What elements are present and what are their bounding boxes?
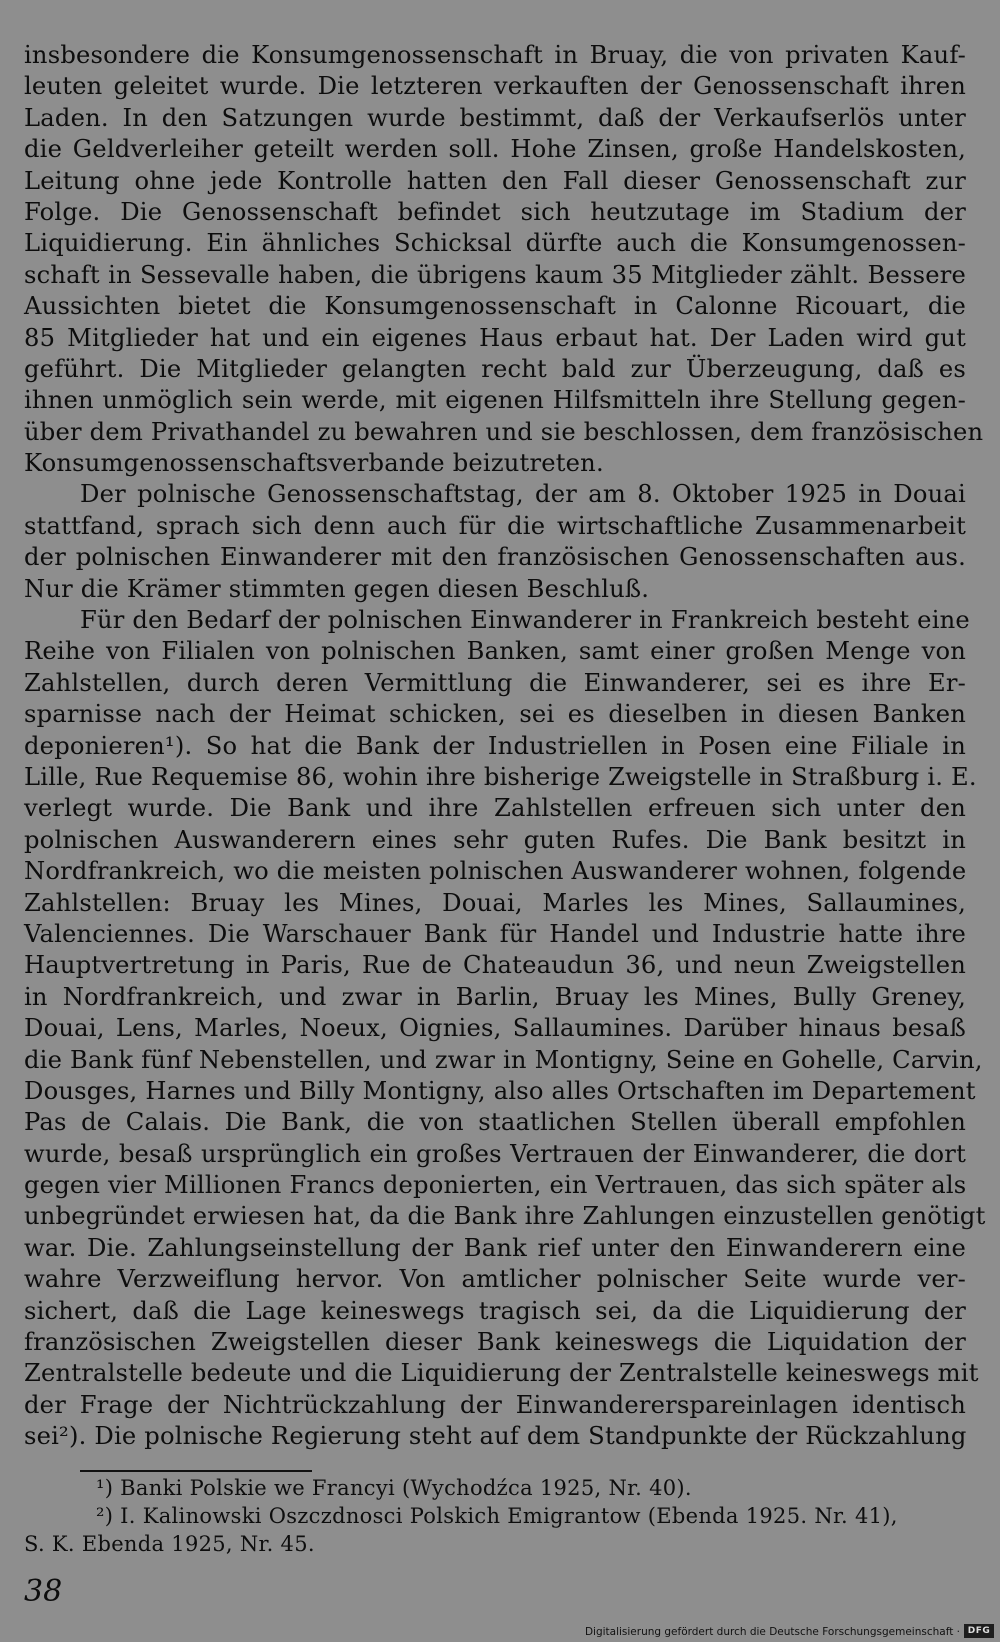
text-line: der Frage der Nichtrückzahlung der Einwandererspareinlagen identisch <box>24 1390 966 1419</box>
text-line: wurde, besaß ursprünglich ein großes Vertrauen der Einwanderer, die dort <box>24 1139 966 1168</box>
text-line: Valenciennes. Die Warschauer Bank für Handel und Industrie hatte ihre <box>24 919 966 948</box>
text-line: stattfand, sprach sich denn auch für die wirtschaftliche Zusammenarbeit <box>24 511 966 540</box>
footnote-2: ²) I. Kalinowski Oszczdnosci Polskich Emigrantow (Ebenda 1925. Nr. 41), <box>96 1504 898 1528</box>
text-line: Liquidierung. Ein ähnliches Schicksal dürfte auch die Konsumgenossen- <box>24 229 966 258</box>
text-line: die Bank fünf Nebenstellen, und zwar in Montigny, Seine en Gohelle, Carvin, <box>24 1045 983 1074</box>
digitization-credit: Digitalisierung gefördert durch die Deutsche Forschungsgemeinschaft · <box>584 1626 960 1638</box>
text-line: Zentralstelle bedeute und die Liquidierung der Zentralstelle keineswegs mit <box>24 1359 979 1388</box>
footnote-2-continuation: S. K. Ebenda 1925, Nr. 45. <box>24 1532 315 1556</box>
text-line: Konsumgenossenschaftsverbande beizutreten. <box>24 449 604 478</box>
text-line: verlegt wurde. Die Bank und ihre Zahlstellen erfreuen sich unter den <box>24 794 966 823</box>
body-text <box>24 40 986 1453</box>
text-line: deponieren¹). So hat die Bank der Industriellen in Posen eine Filiale in <box>24 731 966 760</box>
text-line: Hauptvertretung in Paris, Rue de Chateaudun 36, und neun Zweigstellen <box>24 951 966 980</box>
text-line: über dem Privathandel zu bewahren und sie beschlossen, dem französischen <box>24 417 984 446</box>
text-line: Nur die Krämer stimmten gegen diesen Beschluß. <box>24 574 650 603</box>
dfg-logo: DFG <box>964 1624 994 1638</box>
text-line: Nordfrankreich, wo die meisten polnischen Auswanderer wohnen, folgende <box>24 857 967 886</box>
text-line: sparnisse nach der Heimat schicken, sei es dieselben in diesen Banken <box>24 700 966 729</box>
footnote-1: ¹) Banki Polskie we Francyi (Wychodźca 1925, Nr. 40). <box>96 1476 692 1500</box>
text-line: Reihe von Filialen von polnischen Banken, samt einer großen Menge von <box>24 637 966 666</box>
text-line: Dousges, Harnes und Billy Montigny, also alles Ortschaften im Departement <box>24 1076 976 1105</box>
text-line: Folge. Die Genossenschaft befindet sich heutzutage im Stadium der <box>24 197 966 226</box>
text-line: insbesondere die Konsumgenossenschaft in Bruay, die von privaten Kauf- <box>24 41 966 69</box>
text-line: Pas de Calais. Die Bank, die von staatlichen Stellen überall empfohlen <box>24 1108 966 1137</box>
page-number: 38 <box>24 1574 63 1609</box>
text-line: Laden. In den Satzungen wurde bestimmt, daß der Verkaufserlös unter <box>24 103 966 132</box>
text-line: französischen Zweigstellen dieser Bank keineswegs die Liquidation der <box>24 1328 966 1357</box>
text-line: ihnen unmöglich sein werde, mit eigenen Hilfsmitteln ihre Stellung gegen- <box>24 386 966 415</box>
text-line: geführt. Die Mitglieder gelangten recht bald zur Überzeugung, daß es <box>24 354 966 383</box>
text-line: Der polnische Genossenschaftstag, der am 8. Oktober 1925 in Douai <box>80 480 966 509</box>
text-line: unbegründet erwiesen hat, da die Bank ihre Zahlungen einzustellen genötigt <box>24 1202 986 1231</box>
text-line: Aussichten bietet die Konsumgenossenschaft in Calonne Ricouart, die <box>24 292 966 321</box>
text-line: in Nordfrankreich, und zwar in Barlin, Bruay les Mines, Bully Greney, <box>24 982 966 1011</box>
text-line: Douai, Lens, Marles, Noeux, Oignies, Sallaumines. Darüber hinaus besaß <box>24 1014 966 1043</box>
footnotes <box>24 1474 966 1558</box>
footnote-divider <box>80 1470 312 1472</box>
text-line: Zahlstellen, durch deren Vermittlung die Einwanderer, sei es ihre Er- <box>24 668 966 697</box>
text-line: 85 Mitglieder hat und ein eigenes Haus erbaut hat. Der Laden wird gut <box>24 323 966 352</box>
text-line: der polnischen Einwanderer mit den französischen Genossenschaften aus. <box>24 543 966 572</box>
text-line: gegen vier Millionen Francs deponierten, ein Vertrauen, das sich später als <box>24 1171 967 1200</box>
text-line: sei²). Die polnische Regierung steht auf dem Standpunkte der Rückzahlung <box>24 1422 967 1451</box>
text-line: Zahlstellen: Bruay les Mines, Douai, Marles les Mines, Sallaumines, <box>24 888 966 917</box>
text-line: sichert, daß die Lage keineswegs tragisch sei, da die Liquidierung der <box>24 1296 966 1325</box>
text-line: Lille, Rue Requemise 86, wohin ihre bisherige Zweigstelle in Straßburg i. E. <box>24 762 977 791</box>
text-line: Leitung ohne jede Kontrolle hatten den Fall dieser Genossenschaft zur <box>24 166 966 195</box>
text-line: schaft in Sessevalle haben, die übrigens kaum 35 Mitglieder zählt. Bessere <box>24 260 966 289</box>
text-line: polnischen Auswanderern eines sehr guten Rufes. Die Bank besitzt in <box>24 825 966 854</box>
text-line: war. Die. Zahlungseinstellung der Bank rief unter den Einwanderern eine <box>24 1233 966 1262</box>
text-line: die Geldverleiher geteilt werden soll. Hohe Zinsen, große Handelskosten, <box>24 135 966 164</box>
text-line: wahre Verzweiflung hervor. Von amtlicher polnischer Seite wurde ver- <box>24 1265 966 1294</box>
text-line: leuten geleitet wurde. Die letzteren verkauften der Genossenschaft ihren <box>24 72 966 101</box>
text-line: Für den Bedarf der polnischen Einwanderer in Frankreich besteht eine <box>80 606 970 635</box>
